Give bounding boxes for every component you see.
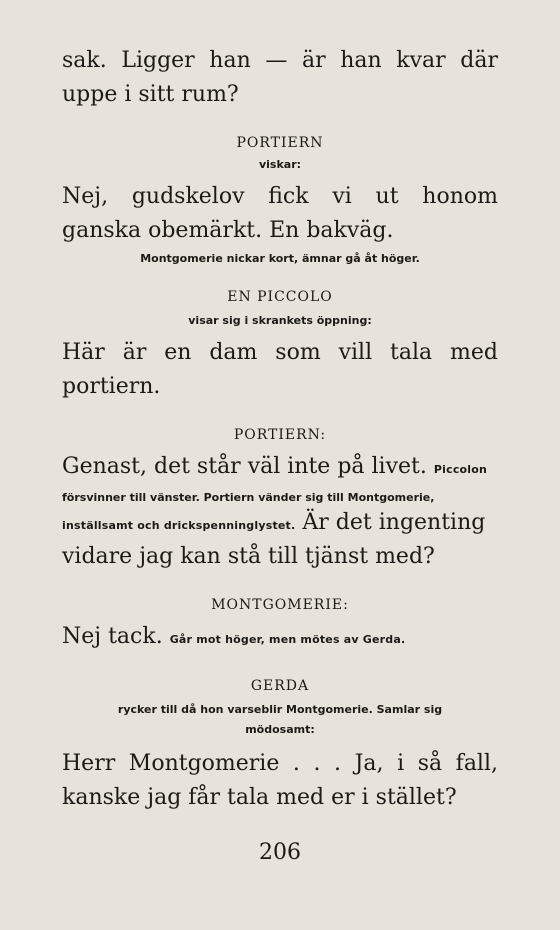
dialogue-line: Herr Montgomerie . . . Ja, i så fall, kanske jag får tala med er i stället? bbox=[62, 751, 498, 810]
stage-direction: mödosamt: bbox=[245, 723, 315, 736]
stage-direction: rycker till då hon varseblir Montgomerie. Samlar sig bbox=[117, 703, 443, 716]
speaker-name: PORTIERN: bbox=[233, 427, 327, 443]
page-number: 206 bbox=[259, 840, 301, 865]
dialogue-text: Nej tack. bbox=[62, 624, 163, 649]
speaker-name: MONTGOMERIE: bbox=[211, 597, 349, 613]
speaker-name: EN PICCOLO bbox=[227, 289, 333, 305]
dialogue-text: Genast, det står väl inte på livet. bbox=[62, 454, 427, 479]
dialogue-line: sak. Ligger han — är han kvar där uppe i sitt rum? bbox=[62, 48, 498, 107]
stage-direction: försvinner till vänster. Portiern vänder sig till Montgomerie, bbox=[62, 491, 435, 504]
dialogue-line bbox=[62, 450, 498, 487]
page-body bbox=[62, 44, 498, 815]
inline-stage-direction: Piccolon bbox=[433, 463, 488, 476]
speaker-name: GERDA bbox=[250, 678, 310, 694]
inline-stage-direction: Går mot höger, men mötes av Gerda. bbox=[169, 633, 406, 646]
stage-direction: viskar: bbox=[258, 158, 302, 171]
dialogue-line: Här är en dam som vill tala med portiern. bbox=[62, 340, 498, 399]
stage-direction: Montgomerie nickar kort, ämnar gå åt höger. bbox=[140, 252, 420, 265]
dialogue-line: vidare jag kan stå till tjänst med? bbox=[62, 544, 435, 569]
dialogue-line: Nej, gudskelov fick vi ut honom ganska obemärkt. En bakväg. bbox=[62, 184, 498, 243]
dialogue-line bbox=[62, 620, 498, 657]
stage-direction: visar sig i skrankets öppning: bbox=[188, 314, 372, 327]
dialogue-text: Är det ingenting bbox=[302, 510, 486, 535]
speaker-name: PORTIERN bbox=[236, 135, 324, 151]
dialogue-line bbox=[62, 509, 498, 540]
inline-stage-direction: inställsamt och drickspenninglystet. bbox=[62, 519, 296, 532]
